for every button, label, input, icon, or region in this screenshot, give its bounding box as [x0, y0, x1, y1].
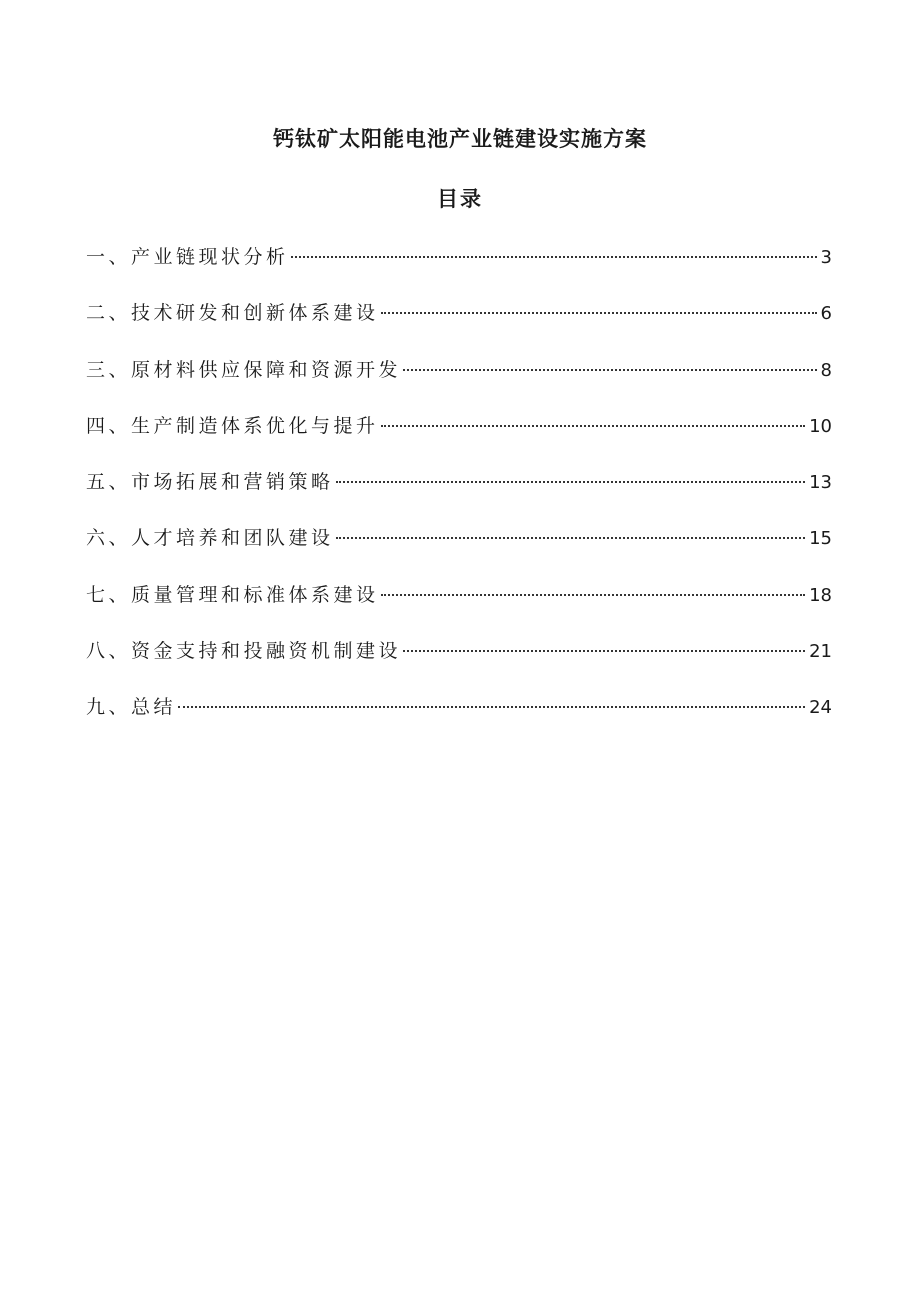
- toc-entry[interactable]: [86, 521, 832, 577]
- toc-entry-page: 3: [820, 247, 832, 268]
- toc-entry-label: 七、质量管理和标准体系建设: [86, 583, 379, 606]
- toc-entry-page: 10: [809, 415, 832, 437]
- toc-entry[interactable]: [86, 353, 832, 409]
- toc-entry-page: 21: [809, 641, 832, 663]
- toc-entry[interactable]: [86, 634, 832, 690]
- toc-heading: 目录: [437, 186, 483, 211]
- toc-entry-label: 三、原材料供应保障和资源开发: [86, 358, 402, 381]
- toc-dot-leader: [381, 594, 806, 596]
- document-title: 钙钛矿太阳能电池产业链建设实施方案: [273, 126, 647, 151]
- toc-entry[interactable]: [86, 578, 832, 634]
- toc-entry[interactable]: [86, 296, 832, 352]
- toc-entry-page: 8: [820, 359, 832, 381]
- toc-entry-label: 四、生产制造体系优化与提升: [86, 414, 379, 437]
- toc-entry-label: 八、资金支持和投融资机制建设: [86, 640, 402, 663]
- toc-dot-leader: [291, 256, 817, 258]
- toc-entry[interactable]: [86, 240, 832, 296]
- toc-entry-page: 15: [809, 528, 832, 550]
- toc-entry-label: 二、技术研发和创新体系建设: [86, 302, 379, 325]
- toc-entry-page: 13: [809, 472, 832, 494]
- toc-dot-leader: [381, 312, 817, 314]
- toc-entry-page: 18: [809, 584, 832, 606]
- toc-entry[interactable]: [86, 465, 832, 521]
- toc-dot-leader: [403, 650, 805, 652]
- table-of-contents: [86, 240, 832, 747]
- toc-entry-label: 九、总结: [86, 696, 177, 719]
- toc-entry-label: 一、产业链现状分析: [86, 246, 289, 268]
- toc-entry[interactable]: [86, 690, 832, 746]
- toc-entry-page: 24: [809, 697, 832, 719]
- toc-entry-page: 6: [820, 303, 832, 325]
- toc-dot-leader: [381, 425, 806, 427]
- toc-entry-label: 六、人才培养和团队建设: [86, 527, 334, 550]
- toc-dot-leader: [336, 537, 806, 539]
- toc-dot-leader: [336, 481, 806, 483]
- toc-entry-label: 五、市场拓展和营销策略: [86, 471, 334, 494]
- toc-entry[interactable]: [86, 409, 832, 465]
- toc-dot-leader: [178, 706, 805, 708]
- toc-dot-leader: [403, 369, 817, 371]
